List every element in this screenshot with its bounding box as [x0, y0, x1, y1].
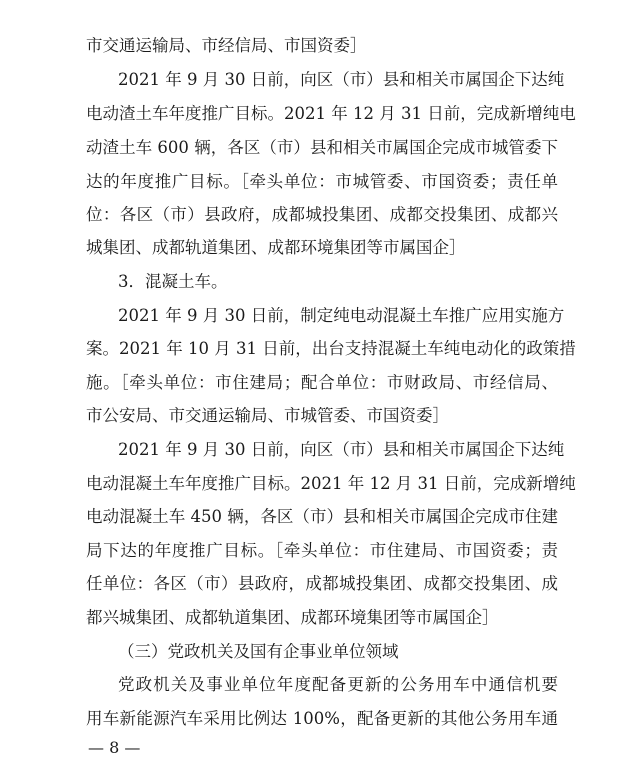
text-line: 位：各区（市）县政府，成都城投集团、成都交投集团、成都兴: [86, 205, 558, 224]
page-number: — 8 —: [88, 738, 141, 757]
text-line: 市公安局、市交通运输局、市城管委、市国资委］: [86, 406, 449, 425]
text-line: 2021 年 9 月 30 日前，向区（市）县和相关市属国企下达纯: [118, 440, 565, 459]
text-line: 达的年度推广目标。［牵头单位：市城管委、市国资委；责任单: [86, 172, 558, 191]
text-line: 2021 年 9 月 30 日前，制定纯电动混凝土车推广应用实施方: [118, 306, 565, 325]
text-line: 案。2021 年 10 月 31 日前，出台支持混凝土车纯电动化的政策措: [86, 339, 576, 358]
text-line: 党政机关及事业单位年度配备更新的公务用车中通信机要: [118, 675, 558, 694]
text-line: 城集团、成都轨道集团、成都环境集团等市属国企］: [86, 238, 466, 257]
text-line: 电动混凝土车年度推广目标。2021 年 12 月 31 日前，完成新增纯: [86, 474, 576, 493]
text-line: 市交通运输局、市经信局、市国资委］: [86, 36, 367, 55]
text-line: 2021 年 9 月 30 日前，向区（市）县和相关市属国企下达纯: [118, 70, 565, 89]
section-heading: （三）党政机关及国有企事业单位领域: [118, 642, 399, 661]
text-line: 用车新能源汽车采用比例达 100%，配备更新的其他公务用车通: [86, 709, 558, 728]
text-line: 电动渣土车年度推广目标。2021 年 12 月 31 日前，完成新增纯电: [86, 104, 576, 123]
text-line: 任单位：各区（市）县政府，成都城投集团、成都交投集团、成: [86, 574, 558, 593]
text-line: 施。［牵头单位：市住建局；配合单位：市财政局、市经信局、: [86, 373, 558, 392]
section-heading: 3．混凝土车。: [118, 272, 228, 291]
text-line: 电动混凝土车 450 辆，各区（市）县和相关市属国企完成市住建: [86, 507, 558, 526]
text-line: 局下达的年度推广目标。［牵头单位：市住建局、市国资委；责: [86, 541, 558, 560]
text-line: 动渣土车 600 辆，各区（市）县和相关市属国企完成市城管委下: [86, 138, 558, 157]
text-line: 都兴城集团、成都轨道集团、成都环境集团等市属国企］: [86, 608, 499, 627]
